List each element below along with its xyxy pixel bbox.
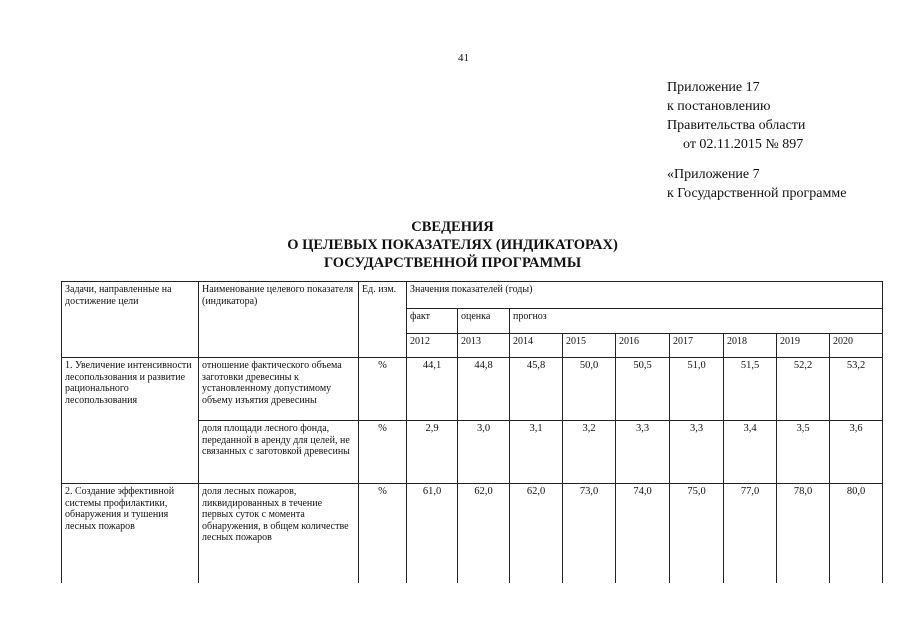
header-estimate: оценка xyxy=(458,309,510,334)
value-cell: 50,0 xyxy=(563,358,616,421)
value-cell: 3,0 xyxy=(458,421,510,484)
value-cell: 77,0 xyxy=(724,484,777,584)
value-cell: 3,4 xyxy=(724,421,777,484)
heading-line: ГОСУДАРСТВЕННОЙ ПРОГРАММЫ xyxy=(323,255,582,271)
value-cell: 73,0 xyxy=(563,484,616,584)
value-cell: 52,2 xyxy=(777,358,830,421)
value-cell: 44,8 xyxy=(458,358,510,421)
value-cell: 50,5 xyxy=(616,358,670,421)
value-cell: 61,0 xyxy=(407,484,458,584)
header-year: 2019 xyxy=(777,334,830,358)
header-task: Задачи, направленные на достижение цели xyxy=(62,282,199,358)
header-unit: Ед. изм. xyxy=(359,282,407,358)
value-cell: 75,0 xyxy=(670,484,724,584)
appendix-line: Приложение 17 xyxy=(667,80,760,95)
header-year: 2018 xyxy=(724,334,777,358)
value-cell: 62,0 xyxy=(458,484,510,584)
value-cell: 44,1 xyxy=(407,358,458,421)
header-year: 2014 xyxy=(510,334,563,358)
header-values: Значения показателей (годы) xyxy=(407,282,883,309)
header-fact: факт xyxy=(407,309,458,334)
value-cell: 3,3 xyxy=(616,421,670,484)
value-cell: 51,0 xyxy=(670,358,724,421)
value-cell: 2,9 xyxy=(407,421,458,484)
value-cell: 3,5 xyxy=(777,421,830,484)
appendix-reference-line: к Государственной программе xyxy=(667,186,847,201)
header-year: 2016 xyxy=(616,334,670,358)
task-cell: 2. Создание эффективной системы профилактики, обнаружения и тушения лесных пожаров xyxy=(62,484,199,584)
value-cell: 3,2 xyxy=(563,421,616,484)
header-year: 2020 xyxy=(830,334,883,358)
indicator-cell: отношение фактического объема заготовки древесины к установленному допустимому объему изъятия древесины xyxy=(199,358,359,421)
indicator-cell: доля лесных пожаров, ликвидированных в течение первых суток с момента обнаружения, в общем количестве лесных пожаров xyxy=(199,484,359,584)
appendix-line: к постановлению xyxy=(667,99,771,114)
table-row xyxy=(62,484,883,584)
value-cell: 51,5 xyxy=(724,358,777,421)
heading-line: О ЦЕЛЕВЫХ ПОКАЗАТЕЛЯХ (ИНДИКАТОРАХ) xyxy=(287,237,618,253)
value-cell: 3,3 xyxy=(670,421,724,484)
header-year: 2015 xyxy=(563,334,616,358)
value-cell: 3,1 xyxy=(510,421,563,484)
table-row xyxy=(62,358,883,421)
header-year: 2013 xyxy=(458,334,510,358)
value-cell: 80,0 xyxy=(830,484,883,584)
unit-cell: % xyxy=(359,421,407,484)
appendix-reference-line: «Приложение 7 xyxy=(667,167,760,182)
value-cell: 3,6 xyxy=(830,421,883,484)
value-cell: 45,8 xyxy=(510,358,563,421)
task-cell: 1. Увеличение интенсивности лесопользования и развитие рационального лесопользования xyxy=(62,358,199,484)
value-cell: 62,0 xyxy=(510,484,563,584)
appendix-block xyxy=(667,78,805,154)
unit-cell: % xyxy=(359,484,407,584)
appendix-line: от 02.11.2015 № 897 xyxy=(683,137,804,152)
appendix-reference-block xyxy=(667,165,846,203)
value-cell: 53,2 xyxy=(830,358,883,421)
document-heading xyxy=(0,218,905,272)
heading-line: СВЕДЕНИЯ xyxy=(411,219,494,235)
indicators-table xyxy=(61,281,883,583)
header-year: 2012 xyxy=(407,334,458,358)
value-cell: 74,0 xyxy=(616,484,670,584)
value-cell: 78,0 xyxy=(777,484,830,584)
appendix-line: Правительства области xyxy=(667,118,806,133)
header-indicator: Наименование целевого показателя (индикатора) xyxy=(199,282,359,358)
header-forecast: прогноз xyxy=(510,309,883,334)
header-year: 2017 xyxy=(670,334,724,358)
indicator-cell: доля площади лесного фонда, переданной в аренду для целей, не связанных с заготовкой древесины xyxy=(199,421,359,484)
page-number: 41 xyxy=(458,52,469,64)
unit-cell: % xyxy=(359,358,407,421)
